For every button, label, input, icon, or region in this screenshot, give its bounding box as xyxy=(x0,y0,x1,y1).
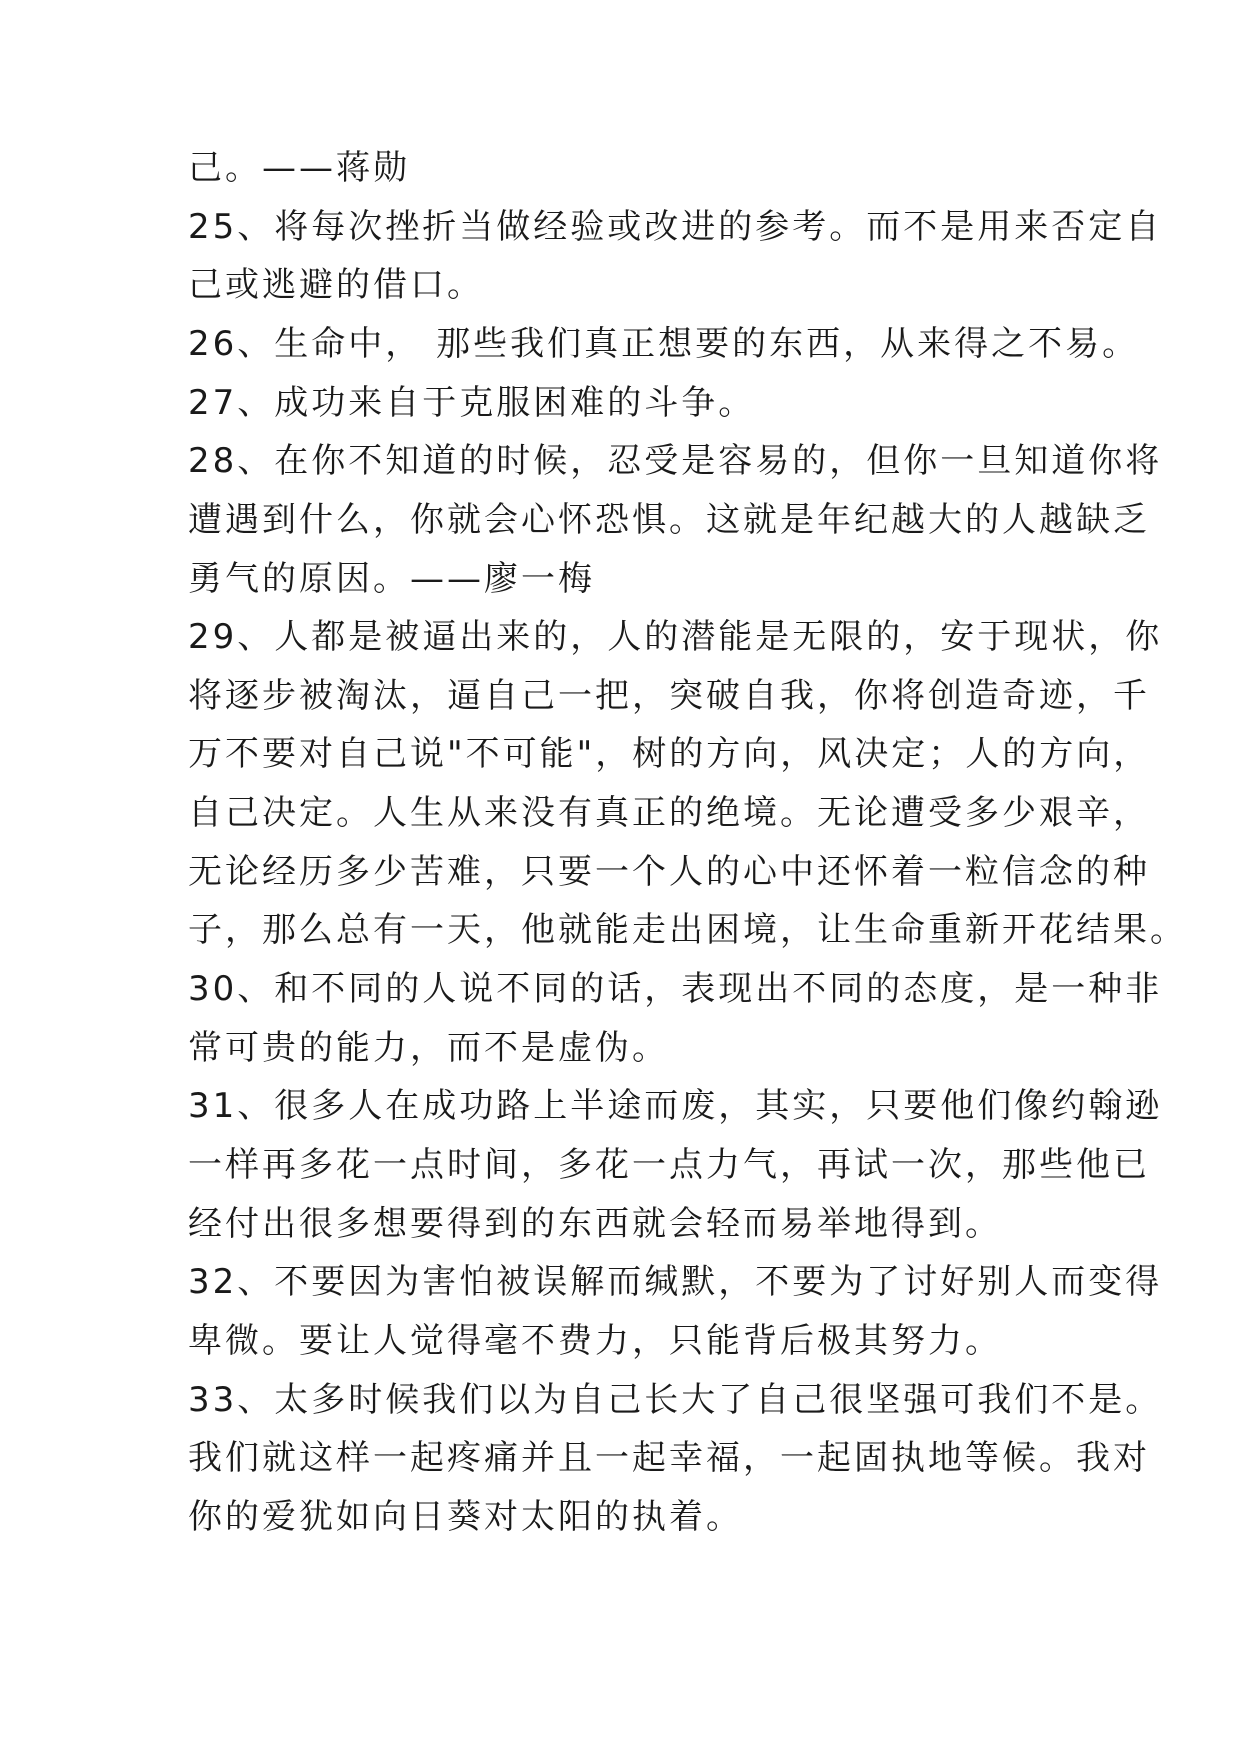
text-line: 31、很多人在成功路上半途而废，其实，只要他们像约翰逊 xyxy=(188,1086,1163,1126)
text-line: 一样再多花一点时间，多花一点力气，再试一次，那些他已 xyxy=(188,1145,1150,1185)
text-line: 无论经历多少苦难，只要一个人的心中还怀着一粒信念的种 xyxy=(188,852,1150,892)
text-line: 子，那么总有一天，他就能走出困境，让生命重新开花结果。 xyxy=(188,910,1187,950)
text-line: 己或逃避的借口。 xyxy=(188,265,484,305)
text-line: 遭遇到什么，你就会心怀恐惧。这就是年纪越大的人越缺乏 xyxy=(188,500,1150,540)
text-line: 我们就这样一起疼痛并且一起幸福，一起固执地等候。我对 xyxy=(188,1438,1150,1478)
text-line: 将逐步被淘汰，逼自己一把，突破自我，你将创造奇迹，千 xyxy=(188,676,1150,716)
text-line: 勇气的原因。——廖一梅 xyxy=(188,559,595,599)
text-line: 你的爱犹如向日葵对太阳的执着。 xyxy=(188,1497,743,1537)
text-line: 常可贵的能力，而不是虚伪。 xyxy=(188,1028,669,1068)
text-line: 30、和不同的人说不同的话，表现出不同的态度，是一种非 xyxy=(188,969,1163,1009)
text-line: 万不要对自己说"不可能"，树的方向，风决定；人的方向， xyxy=(188,734,1151,774)
text-line: 28、在你不知道的时候，忍受是容易的，但你一旦知道你将 xyxy=(188,441,1163,481)
text-line: 25、将每次挫折当做经验或改进的参考。而不是用来否定自 xyxy=(188,207,1163,247)
text-line: 卑微。要让人觉得毫不费力，只能背后极其努力。 xyxy=(188,1321,1002,1361)
text-line: 经付出很多想要得到的东西就会轻而易举地得到。 xyxy=(188,1204,1002,1244)
text-line: 26、生命中， 那些我们真正想要的东西，从来得之不易。 xyxy=(188,324,1140,364)
text-line: 29、人都是被逼出来的，人的潜能是无限的，安于现状，你 xyxy=(188,617,1163,657)
text-line: 32、不要因为害怕被误解而缄默，不要为了讨好别人而变得 xyxy=(188,1262,1163,1302)
text-line: 自己决定。人生从来没有真正的绝境。无论遭受多少艰辛， xyxy=(188,793,1150,833)
text-line: 33、太多时候我们以为自己长大了自己很坚强可我们不是。 xyxy=(188,1380,1163,1420)
text-line: 己。——蒋勋 xyxy=(188,148,410,188)
text-line: 27、成功来自于克服困难的斗争。 xyxy=(188,383,756,423)
